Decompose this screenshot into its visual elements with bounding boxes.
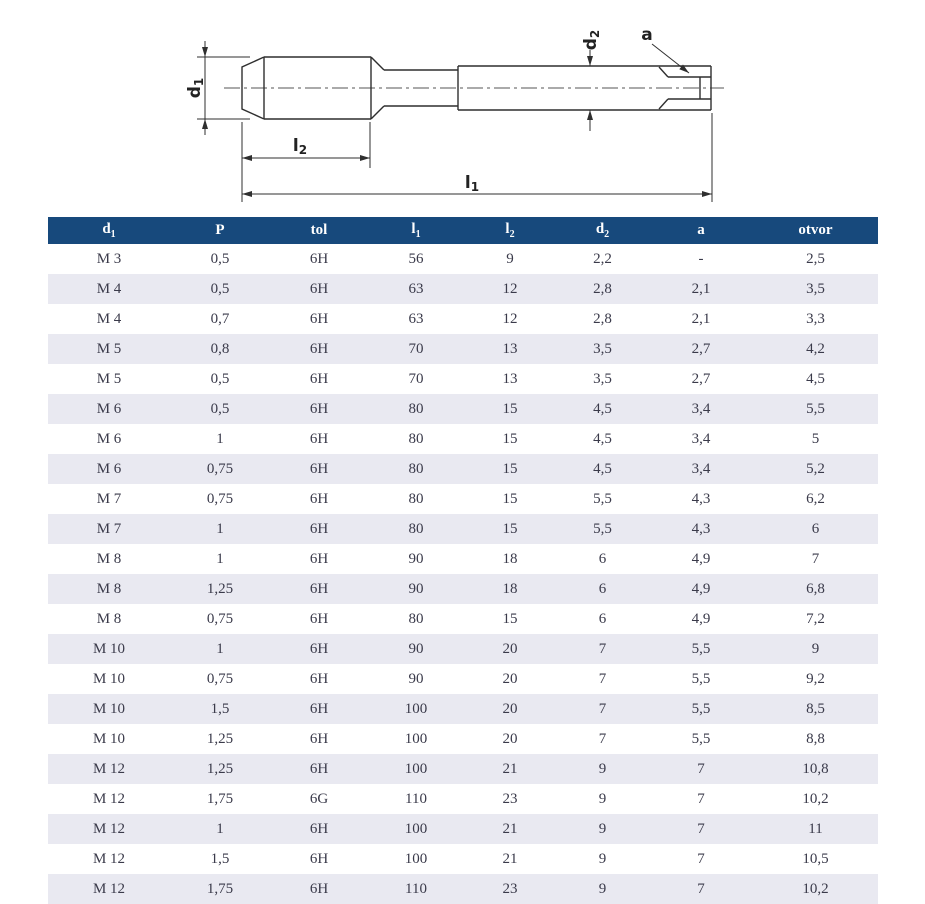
table-cell: 6H (309, 820, 329, 837)
table-cell: 7 (598, 640, 607, 657)
table-cell: 2,1 (691, 310, 711, 327)
table-cell: 90 (408, 550, 424, 567)
extension-lines (197, 57, 712, 202)
table-cell: 1 (216, 640, 224, 657)
table-cell: 9 (598, 820, 607, 837)
table-cell: 5,5 (593, 490, 612, 507)
table-cell: M 6 (96, 430, 122, 447)
table-cell: 2,8 (593, 280, 612, 297)
table-row (48, 394, 878, 424)
table-row (48, 784, 878, 814)
table-cell: 0,5 (210, 370, 230, 387)
table-cell: M 6 (96, 400, 122, 417)
table-row (48, 844, 878, 874)
table-cell: M 7 (96, 490, 122, 507)
table-cell: 4,9 (691, 610, 711, 627)
table-cell: 100 (404, 850, 428, 867)
table-cell: 21 (502, 760, 518, 777)
table-cell: M 8 (96, 580, 122, 597)
table-row (48, 304, 878, 334)
table-cell: 11 (808, 820, 823, 837)
table-cell: 110 (405, 880, 427, 897)
table-cell: 100 (404, 730, 428, 747)
table-cell: 1 (216, 820, 224, 837)
table-body (48, 244, 878, 904)
table-row (48, 694, 878, 724)
table-cell: 63 (408, 280, 424, 297)
table-cell: 1,5 (210, 700, 230, 717)
table-cell: 4,9 (691, 580, 711, 597)
table-cell: 9 (598, 760, 607, 777)
table-cell: 15 (502, 490, 518, 507)
table-cell: 10,5 (802, 850, 829, 867)
table-cell: M 3 (96, 250, 122, 267)
table-cell: 90 (408, 640, 424, 657)
table-cell: 0,75 (206, 460, 234, 477)
table-cell: 7 (697, 820, 705, 837)
table-cell: 6,2 (806, 490, 825, 507)
label-d2: d2 (581, 29, 602, 51)
table-cell: 1,75 (206, 880, 234, 897)
table-cell: M 4 (96, 280, 122, 297)
table-cell: 6H (309, 880, 329, 897)
table-cell: 6G (309, 790, 329, 807)
table-row (48, 604, 878, 634)
table-cell: 80 (408, 610, 424, 627)
table-cell: M 6 (96, 460, 122, 477)
table-cell: M 7 (96, 520, 122, 537)
table-cell: 1 (216, 520, 224, 537)
table-cell: 23 (502, 790, 518, 807)
table-cell: 4,3 (691, 520, 711, 537)
table-row (48, 454, 878, 484)
table-cell: 9 (598, 790, 607, 807)
table-row (48, 874, 878, 904)
table-cell: M 10 (92, 700, 126, 717)
table-cell: 3,4 (691, 460, 711, 477)
table-cell: 7 (811, 550, 820, 567)
table-cell: 56 (408, 250, 424, 267)
table-cell: 0,75 (206, 490, 234, 507)
table-cell: 6H (309, 310, 329, 327)
table-cell: 7 (598, 700, 607, 717)
table-cell: 7 (697, 880, 705, 897)
table-cell: 15 (502, 610, 518, 627)
table-cell: 4,5 (593, 400, 612, 417)
table-cell: 20 (502, 700, 518, 717)
table-cell: 21 (502, 850, 518, 867)
table-cell: 4,2 (806, 340, 825, 357)
table-cell: 1,5 (210, 850, 230, 867)
table-row (48, 274, 878, 304)
column-header: a (649, 217, 753, 244)
table-cell: M 5 (96, 340, 122, 357)
table-cell: 3,5 (593, 370, 612, 387)
table-cell: 5,5 (691, 700, 711, 717)
table-cell: 13 (502, 340, 518, 357)
table-cell: 9 (598, 850, 607, 867)
table-row (48, 814, 878, 844)
table-cell: 6H (309, 850, 329, 867)
table-header-row (48, 217, 878, 244)
table-cell: 9,2 (806, 670, 825, 687)
table-cell: 3,3 (806, 310, 825, 327)
table-cell: 6 (598, 610, 607, 627)
label-a: a (641, 25, 653, 45)
table-cell: 15 (502, 430, 518, 447)
label-l2: l2 (292, 136, 308, 157)
table-cell: 1,25 (206, 760, 234, 777)
table-row (48, 484, 878, 514)
table-cell: M 8 (96, 550, 122, 567)
table-cell: 6H (309, 460, 329, 477)
table-cell: M 10 (92, 730, 126, 747)
table-cell: 80 (408, 490, 424, 507)
table-cell: 0,7 (210, 310, 230, 327)
table-cell: M 12 (92, 850, 126, 867)
table-cell: 4,9 (691, 550, 711, 567)
table-cell: 8,5 (806, 700, 825, 717)
table-cell: 9 (811, 640, 820, 657)
table-cell: 0,5 (210, 400, 230, 417)
table-cell: M 12 (92, 820, 126, 837)
table-cell: 100 (404, 820, 428, 837)
table-cell: 6H (309, 340, 329, 357)
table-row (48, 334, 878, 364)
table-cell: 80 (408, 460, 424, 477)
table-cell: 6 (811, 520, 820, 537)
column-header: $l_2$ (464, 217, 556, 244)
table-row (48, 514, 878, 544)
table-cell: 3,5 (806, 280, 825, 297)
table-cell: 6H (309, 580, 329, 597)
table-cell: 3,5 (593, 340, 612, 357)
table-cell: 1 (216, 430, 224, 447)
table-cell: 10,2 (802, 790, 829, 807)
table-cell: 5,5 (691, 730, 711, 747)
table-cell: M 10 (92, 640, 126, 657)
table-row (48, 754, 878, 784)
table-cell: 0,5 (210, 280, 230, 297)
table-cell: 7 (697, 850, 705, 867)
table-row (48, 244, 878, 274)
table-cell: 8,8 (806, 730, 825, 747)
table-cell: 20 (502, 670, 518, 687)
table-row (48, 634, 878, 664)
table-cell: 6H (309, 700, 329, 717)
table-cell: 4,5 (593, 460, 612, 477)
table-cell: 4,5 (593, 430, 612, 447)
table-cell: 0,75 (206, 610, 234, 627)
table-cell: 100 (404, 700, 428, 717)
table-cell: 6H (309, 760, 329, 777)
table-cell: 5,2 (806, 460, 825, 477)
table-cell: M 12 (92, 790, 126, 807)
table-cell: 1,25 (206, 580, 234, 597)
table-cell: 80 (408, 400, 424, 417)
technical-drawing-section (0, 0, 925, 214)
table-cell: 2,7 (691, 340, 711, 357)
table-cell: 0,5 (210, 250, 230, 267)
table-row (48, 424, 878, 454)
table-cell: 6H (309, 670, 329, 687)
table-cell: 5,5 (691, 670, 711, 687)
table-cell: 15 (502, 520, 518, 537)
table-cell: 6H (309, 430, 329, 447)
label-l1: l1 (464, 173, 480, 194)
table-cell: 7 (697, 760, 705, 777)
table-cell: 7,2 (806, 610, 825, 627)
table-cell: 9 (598, 880, 607, 897)
table-cell: 7 (697, 790, 705, 807)
table-row (48, 664, 878, 694)
table-cell: 6 (598, 550, 607, 567)
table-cell: 7 (598, 670, 607, 687)
table-cell: 10,8 (802, 760, 829, 777)
column-header: $l_1$ (368, 217, 464, 244)
column-header: P (170, 217, 270, 244)
table-cell: 20 (502, 730, 518, 747)
table-cell: 6H (309, 730, 329, 747)
table-row (48, 724, 878, 754)
table-cell: 6H (309, 250, 329, 267)
table-cell: 63 (408, 310, 424, 327)
table-cell: 12 (502, 310, 518, 327)
table-cell: 80 (408, 430, 424, 447)
table-cell: 1,75 (206, 790, 234, 807)
table-cell: 0,8 (210, 340, 230, 357)
table-cell: 21 (502, 820, 518, 837)
table-cell: 2,5 (806, 250, 825, 267)
table-cell: 3,4 (691, 430, 711, 447)
table-cell: 12 (502, 280, 518, 297)
table-cell: 2,2 (593, 250, 612, 267)
table-cell: 23 (502, 880, 518, 897)
table-cell: 3,4 (691, 400, 711, 417)
column-header: $d_1$ (48, 217, 170, 244)
label-d1: d1 (185, 77, 206, 99)
table-cell: 15 (502, 400, 518, 417)
table-cell: 5,5 (593, 520, 612, 537)
table-cell: 6,8 (806, 580, 825, 597)
table-cell: 6H (309, 400, 329, 417)
table-cell: 1,25 (206, 730, 234, 747)
table-cell: M 12 (92, 760, 126, 777)
table-cell: 6H (309, 550, 329, 567)
table-cell: 90 (408, 670, 424, 687)
table-cell: 70 (408, 370, 424, 387)
table-row (48, 574, 878, 604)
table-cell: 5,5 (691, 640, 711, 657)
table-cell: 13 (502, 370, 518, 387)
table-cell: 5,5 (806, 400, 825, 417)
table-cell: M 5 (96, 370, 122, 387)
table-cell: 2,7 (691, 370, 711, 387)
table-cell: 10,2 (802, 880, 829, 897)
table-cell: 6H (309, 370, 329, 387)
table-cell: M 4 (96, 310, 122, 327)
column-header: otvor (753, 217, 878, 244)
table-cell: 0,75 (206, 670, 234, 687)
table-cell: 20 (502, 640, 518, 657)
table-cell: 100 (404, 760, 428, 777)
dimensions-table (48, 217, 878, 904)
column-header: tol (270, 217, 368, 244)
table-cell: 70 (408, 340, 424, 357)
table-cell: 80 (408, 520, 424, 537)
table-cell: 2,8 (593, 310, 612, 327)
table-cell: 2,1 (691, 280, 711, 297)
table-cell: M 8 (96, 610, 122, 627)
table-cell: 4,5 (806, 370, 825, 387)
table-cell: 7 (598, 730, 607, 747)
table-cell: 18 (502, 580, 518, 597)
table-cell: 18 (502, 550, 518, 567)
table-row (48, 544, 878, 574)
table-cell: M 10 (92, 670, 126, 687)
column-header: $d_2$ (556, 217, 649, 244)
table-cell: 6H (309, 520, 329, 537)
table-cell: 1 (216, 550, 224, 567)
table-cell: 90 (408, 580, 424, 597)
table-cell: 6 (598, 580, 607, 597)
table-cell: 6H (309, 640, 329, 657)
table-cell: 6H (309, 280, 329, 297)
table-cell: 6H (309, 490, 329, 507)
table-cell: 9 (506, 250, 514, 267)
table-cell: M 12 (92, 880, 126, 897)
table-cell: 4,3 (691, 490, 711, 507)
table-cell: 6H (309, 610, 329, 627)
table-cell: 110 (405, 790, 427, 807)
table-cell: - (698, 250, 704, 267)
tap-dimension-diagram (0, 0, 925, 214)
table-cell: 5 (811, 430, 820, 447)
table-cell: 15 (502, 460, 518, 477)
table-row (48, 364, 878, 394)
dimension-lines (205, 41, 712, 194)
